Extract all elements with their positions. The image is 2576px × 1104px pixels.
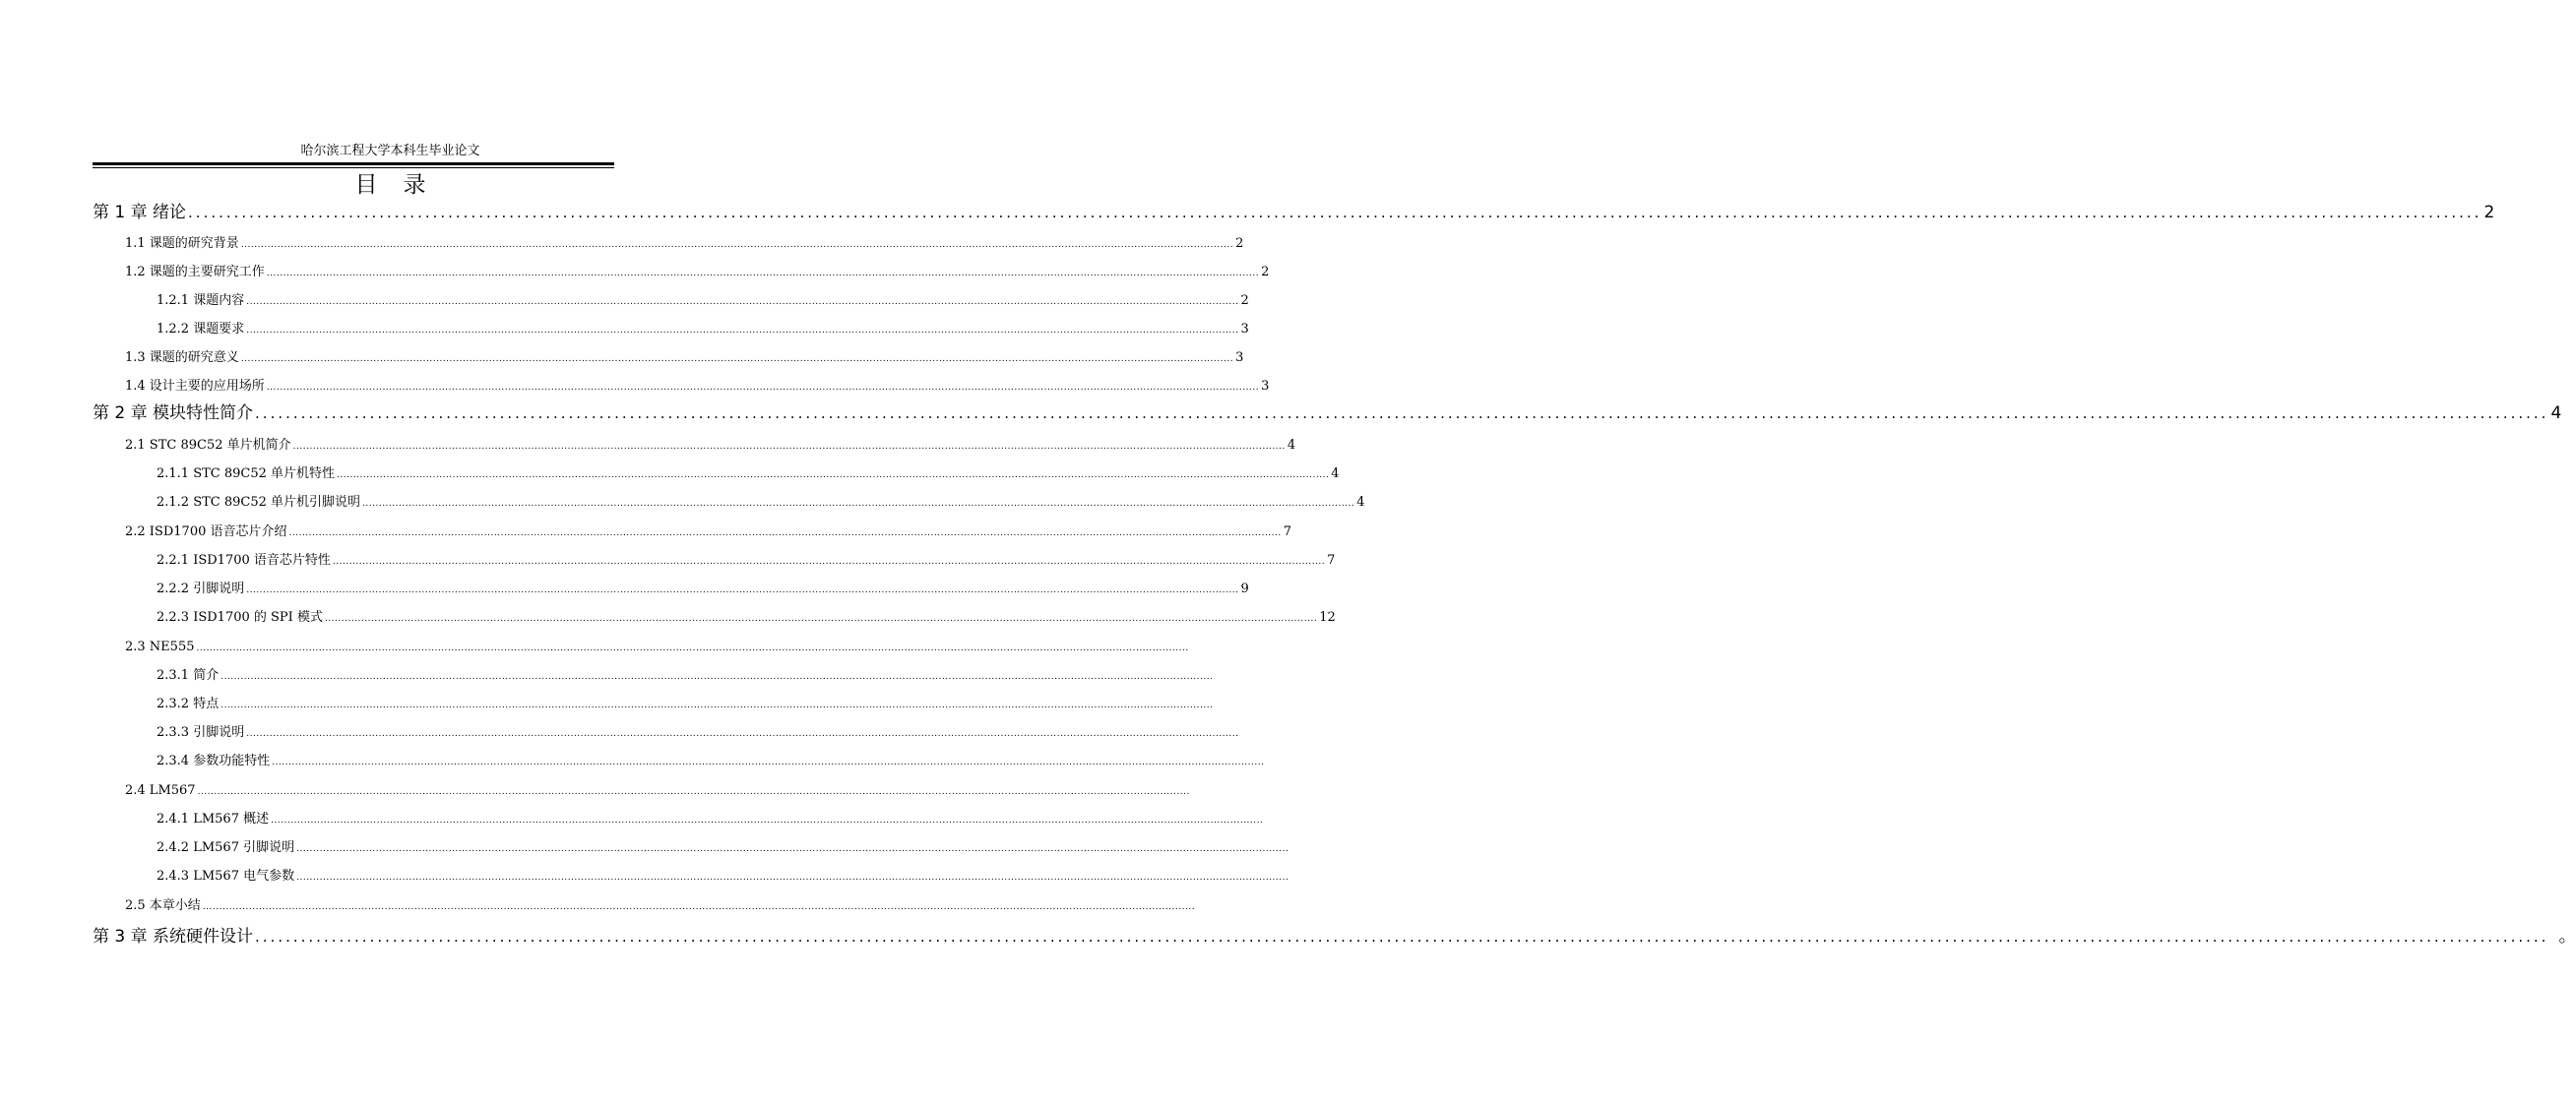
- toc-entry-label: 1.3 课题的研究意义: [125, 350, 239, 365]
- toc-dot-leader: ............................................................................................................................................................................................................................................................................................................: [324, 614, 1318, 624]
- toc-entry-page-number: 7: [1283, 524, 1292, 539]
- toc-entry-label: 1.2.2 课题要求: [157, 322, 245, 337]
- toc-entry[interactable]: [125, 234, 1244, 254]
- toc-entry[interactable]: [157, 838, 1289, 858]
- toc-entry[interactable]: [125, 896, 1196, 916]
- toc-entry-page-number: 2: [2483, 203, 2495, 222]
- toc-dot-leader: ............................................................................................................................................................................................................................................................................................................: [272, 758, 1265, 767]
- toc-entry[interactable]: [93, 924, 2576, 950]
- toc-entry-page-number: 3: [1240, 322, 1249, 337]
- toc-dot-leader: ............................................................................................................................................................................................................................................................................................................: [246, 729, 1239, 739]
- toc-entry-page-number: 3: [1261, 379, 1270, 394]
- toc-entry-label: 2.2 ISD1700 语音芯片介绍: [125, 524, 287, 539]
- toc-dot-leader: ............................................................................................................................................................................................................................................................................................................: [255, 928, 2549, 946]
- toc-dot-leader: ............................................................................................................................................................................................................................................................................................................: [246, 326, 1239, 336]
- toc-entry-page-number: 2: [1235, 236, 1244, 251]
- toc-dot-leader: ............................................................................................................................................................................................................................................................................................................: [220, 701, 1214, 710]
- toc-entry-label: 1.1 课题的研究背景: [125, 236, 239, 251]
- toc-entry-label: 2.3.1 简介: [157, 668, 220, 683]
- toc-entry-label: 2.3.2 特点: [157, 697, 220, 711]
- toc-dot-leader: ............................................................................................................................................................................................................................................................................................................: [196, 644, 1189, 653]
- toc-entry[interactable]: [125, 348, 1244, 368]
- toc-entry[interactable]: [125, 377, 1270, 397]
- toc-entry-page-number: 4: [1356, 495, 1365, 510]
- toc-dot-leader: ............................................................................................................................................................................................................................................................................................................: [220, 672, 1214, 682]
- toc-entry-page-number: 。: [2558, 926, 2576, 947]
- toc-entry[interactable]: [125, 781, 1190, 801]
- toc-entry-page-number: 2: [1261, 265, 1270, 279]
- toc-entry[interactable]: [157, 493, 1365, 513]
- toc-entry-label: 第 3 章 系统硬件设计: [93, 927, 254, 947]
- toc-entry-label: 2.4.2 LM567 引脚说明: [157, 840, 295, 855]
- toc-entry-page-number: 4: [2550, 403, 2562, 423]
- toc-entry-label: 2.4 LM567: [125, 783, 196, 798]
- toc-entry[interactable]: [157, 723, 1239, 743]
- toc-entry-page-number: 2: [1240, 293, 1249, 308]
- toc-entry[interactable]: [157, 810, 1264, 829]
- toc-dot-leader: ............................................................................................................................................................................................................................................................................................................: [296, 873, 1289, 883]
- toc-entry-page-number: 7: [1327, 553, 1336, 568]
- toc-dot-leader: ............................................................................................................................................................................................................................................................................................................: [255, 404, 2549, 422]
- toc-entry-label: 2.2.1 ISD1700 语音芯片特性: [157, 553, 331, 568]
- toc-entry-page-number: 9: [1240, 582, 1249, 596]
- toc-entry[interactable]: [157, 291, 1249, 311]
- toc-dot-leader: ............................................................................................................................................................................................................................................................................................................: [292, 442, 1286, 452]
- toc-dot-leader: ............................................................................................................................................................................................................................................................................................................: [197, 787, 1190, 797]
- toc-entry[interactable]: [125, 263, 1270, 282]
- toc-entry-label: 第 2 章 模块特性简介: [93, 403, 254, 423]
- toc-entry[interactable]: [157, 867, 1289, 887]
- toc-dot-leader: ............................................................................................................................................................................................................................................................................................................: [296, 844, 1289, 854]
- toc-entry-label: 2.1.1 STC 89C52 单片机特性: [157, 466, 336, 481]
- toc-entry-label: 2.4.1 LM567 概述: [157, 812, 270, 827]
- toc-entry[interactable]: [157, 464, 1340, 484]
- toc-entry[interactable]: [93, 400, 2562, 426]
- toc-dot-leader: ............................................................................................................................................................................................................................................................................................................: [332, 557, 1326, 567]
- toc-dot-leader: ............................................................................................................................................................................................................................................................................................................: [288, 528, 1282, 538]
- toc-dot-leader: ............................................................................................................................................................................................................................................................................................................: [240, 354, 1234, 364]
- toc-entry-label: 2.1 STC 89C52 单片机简介: [125, 438, 291, 453]
- toc-entry-page-number: 3: [1235, 350, 1244, 365]
- toc-entry-label: 2.3.4 参数功能特性: [157, 754, 271, 768]
- toc-entry-label: 2.3 NE555: [125, 640, 195, 654]
- toc-entry[interactable]: [157, 752, 1265, 771]
- toc-dot-leader: ............................................................................................................................................................................................................................................................................................................: [337, 470, 1330, 480]
- toc-entry-label: 2.3.3 引脚说明: [157, 725, 245, 740]
- toc-entry-label: 2.2.3 ISD1700 的 SPI 模式: [157, 610, 323, 625]
- toc-dot-leader: ............................................................................................................................................................................................................................................................................................................: [188, 204, 2482, 221]
- toc-dot-leader: ............................................................................................................................................................................................................................................................................................................: [266, 269, 1260, 278]
- toc-entry[interactable]: [157, 551, 1336, 571]
- toc-entry-label: 2.2.2 引脚说明: [157, 582, 245, 596]
- toc-entry-page-number: 4: [1287, 438, 1296, 453]
- toc-dot-leader: ............................................................................................................................................................................................................................................................................................................: [246, 297, 1239, 307]
- toc-entry-label: 第 1 章 绪论: [93, 203, 187, 222]
- toc-entry[interactable]: [125, 522, 1292, 542]
- toc-entry[interactable]: [125, 638, 1189, 657]
- toc-dot-leader: ............................................................................................................................................................................................................................................................................................................: [240, 240, 1234, 250]
- toc-entry-page-number: 12: [1319, 610, 1336, 625]
- toc-entry[interactable]: [157, 320, 1249, 339]
- running-header-text: 哈尔滨工程大学本科生毕业论文: [300, 144, 480, 158]
- toc-entry-label: 2.1.2 STC 89C52 单片机引脚说明: [157, 495, 361, 510]
- toc-entry[interactable]: [125, 436, 1296, 456]
- toc-entry-label: 1.2 课题的主要研究工作: [125, 265, 265, 279]
- toc-dot-leader: ............................................................................................................................................................................................................................................................................................................: [362, 499, 1355, 509]
- toc-entry[interactable]: [157, 580, 1249, 599]
- toc-dot-leader: ............................................................................................................................................................................................................................................................................................................: [246, 585, 1239, 595]
- toc-entry-label: 1.4 设计主要的应用场所: [125, 379, 265, 394]
- toc-entry[interactable]: [157, 608, 1336, 628]
- toc-dot-leader: ............................................................................................................................................................................................................................................................................................................: [266, 383, 1260, 393]
- toc-entry[interactable]: [157, 666, 1214, 686]
- toc-entry[interactable]: [157, 695, 1214, 714]
- toc-entry-label: 2.5 本章小结: [125, 898, 201, 913]
- toc-dot-leader: ............................................................................................................................................................................................................................................................................................................: [271, 816, 1264, 826]
- toc-entry-label: 1.2.1 课题内容: [157, 293, 245, 308]
- toc-title: 目录: [354, 172, 452, 198]
- toc-entry-label: 2.4.3 LM567 电气参数: [157, 869, 295, 884]
- toc-entry-page-number: 4: [1331, 466, 1340, 481]
- toc-dot-leader: ............................................................................................................................................................................................................................................................................................................: [202, 902, 1196, 912]
- toc-entry[interactable]: [93, 200, 2495, 225]
